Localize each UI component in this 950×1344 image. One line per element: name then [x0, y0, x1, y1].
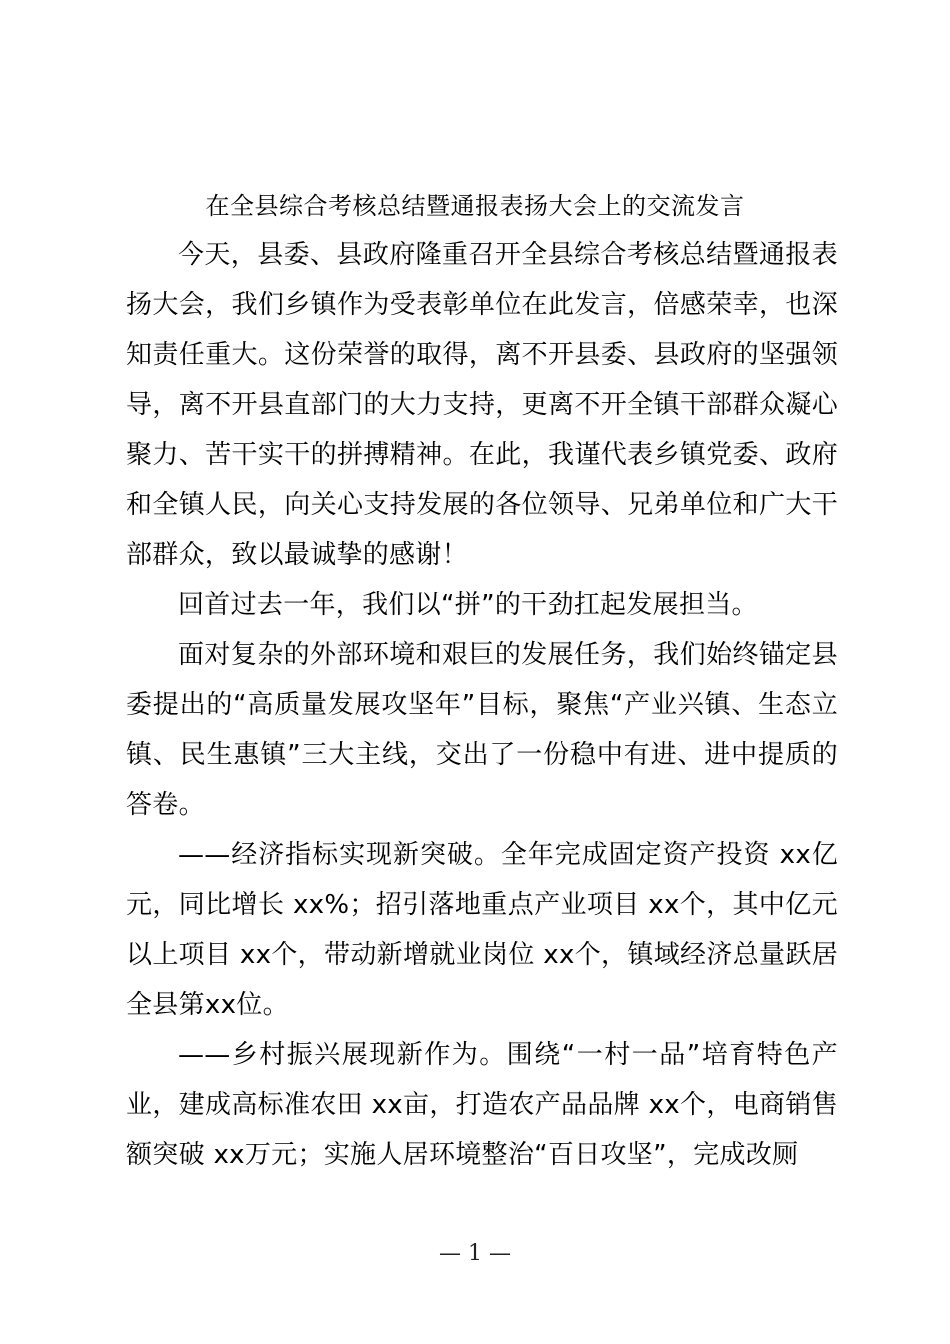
- document-body: [126, 230, 838, 1180]
- paragraph-review: 回首过去一年，我们以“拼”的干劲扛起发展担当。: [178, 590, 758, 620]
- page-number: — 1 —: [439, 1241, 511, 1266]
- paragraph-rural-revitalization: ——乡村振兴展现新作为。围绕“一村一品”培育特色产业，建成高标准农田 xx亩，打造农产品品牌 xx个，电商销售额突破 xx万元；实施人居环境整治“百日攻坚”，完成改厕: [126, 1040, 838, 1170]
- paragraph-opening: 今天，县委、县政府隆重召开全县综合考核总结暨通报表扬大会，我们乡镇作为受表彰单位在此发言，倍感荣幸，也深知责任重大。这份荣誉的取得，离不开县委、县政府的坚强领导，离不开县直部门的大力支持，更离不开全镇干部群众凝心聚力、苦干实干的拼搏精神。在此，我谨代表乡镇党委、政府和全镇人民，向关心支持发展的各位领导、兄弟单位和广大干部群众，致以最诚挚的感谢！: [126, 240, 838, 570]
- paragraph-overview: 面对复杂的外部环境和艰巨的发展任务，我们始终锚定县委提出的“高质量发展攻坚年”目标，聚焦“产业兴镇、生态立镇、民生惠镇”三大主线，交出了一份稳中有进、进中提质的答卷。: [126, 640, 838, 820]
- paragraph-economy: ——经济指标实现新突破。全年完成固定资产投资 xx亿元，同比增长 xx%；招引落地重点产业项目 xx个，其中亿元以上项目 xx个，带动新增就业岗位 xx个，镇域经济总量跃居全县第xx位。: [126, 840, 838, 1020]
- document-title: 在全县综合考核总结暨通报表扬大会上的交流发言: [205, 192, 745, 220]
